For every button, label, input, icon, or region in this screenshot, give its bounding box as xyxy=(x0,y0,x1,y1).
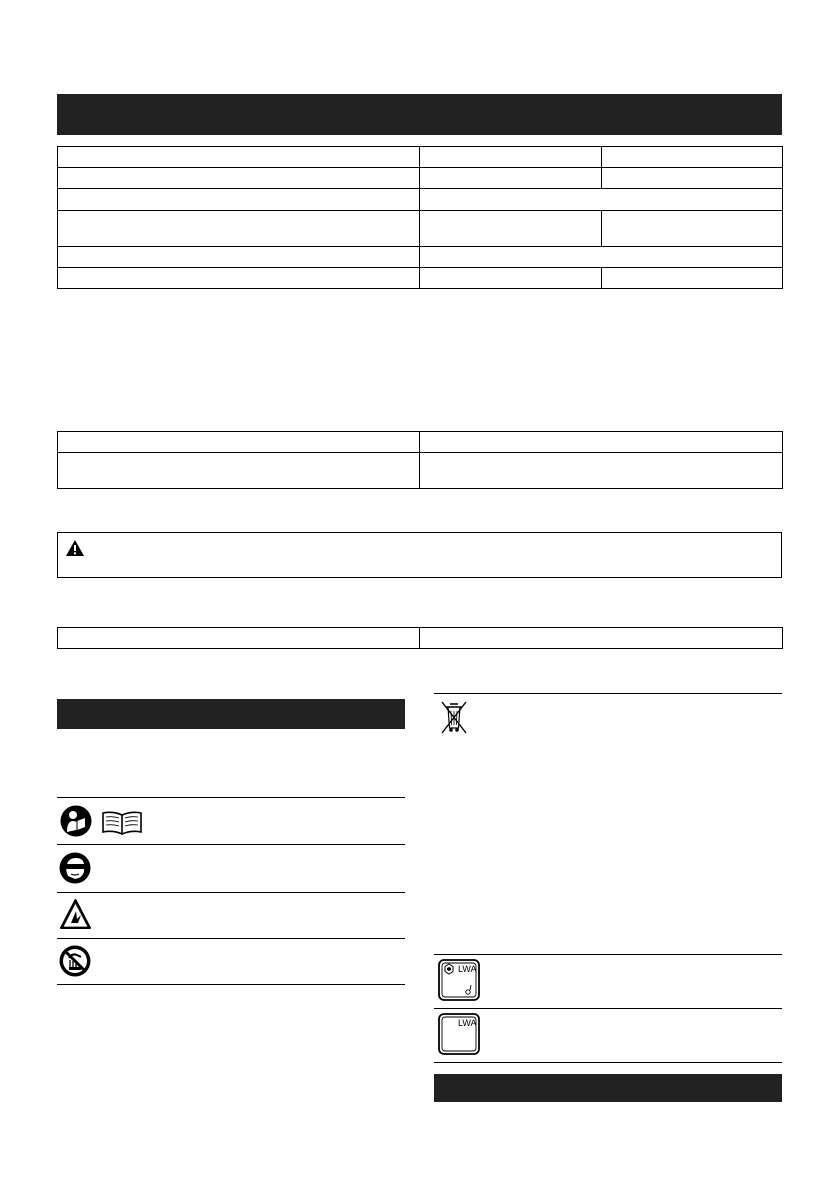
table-cell xyxy=(420,189,783,211)
table-cell xyxy=(420,247,783,268)
warning-box xyxy=(57,532,782,578)
table-cell xyxy=(602,211,783,247)
warning-triangle-icon xyxy=(65,539,85,557)
specifications-table xyxy=(57,146,783,289)
sound-power-label-icon xyxy=(438,1013,480,1055)
sharp-blade-warning-icon xyxy=(59,898,92,930)
table-cell xyxy=(602,168,783,189)
divider xyxy=(434,1008,782,1009)
manual-book-icon xyxy=(101,811,143,835)
divider xyxy=(57,797,405,798)
guaranteed-sound-power-label-icon xyxy=(438,959,480,1001)
symbols-section-header-bar xyxy=(57,699,405,729)
table-cell xyxy=(58,268,420,289)
table-cell xyxy=(58,453,420,489)
table-cell xyxy=(420,147,602,168)
crossed-out-wheeled-bin-icon xyxy=(440,700,468,735)
table-cell xyxy=(420,628,783,649)
no-wet-conditions-icon xyxy=(59,945,91,977)
table-cell xyxy=(58,628,420,649)
divider xyxy=(57,984,405,985)
read-manual-icon xyxy=(60,805,92,837)
table-cell xyxy=(58,147,420,168)
lwa-label: LWA xyxy=(458,1018,477,1028)
table-cell xyxy=(602,147,783,168)
lwa-label: LWA xyxy=(458,964,477,974)
divider xyxy=(434,1062,782,1063)
divider xyxy=(434,693,782,694)
specifications-header-bar xyxy=(57,94,782,135)
table-row xyxy=(58,247,783,268)
divider xyxy=(57,844,405,845)
table-cell xyxy=(602,268,783,289)
divider xyxy=(434,954,782,955)
table-cell xyxy=(420,432,783,453)
table-row xyxy=(58,211,783,247)
table-row xyxy=(58,168,783,189)
right-section-header-bar xyxy=(434,1074,782,1102)
table-row xyxy=(58,189,783,211)
table-row xyxy=(58,147,783,168)
table-cell xyxy=(58,247,420,268)
table-cell xyxy=(420,268,602,289)
table-cell xyxy=(58,211,420,247)
table-row xyxy=(58,268,783,289)
table-cell xyxy=(420,453,783,489)
divider xyxy=(57,892,405,893)
table-row xyxy=(58,453,783,489)
table-row xyxy=(58,628,783,649)
safety-glasses-icon xyxy=(59,852,91,884)
noise-table xyxy=(57,431,783,489)
vibration-table xyxy=(57,627,783,649)
table-row xyxy=(58,432,783,453)
table-cell xyxy=(58,168,420,189)
table-cell xyxy=(420,211,602,247)
table-cell xyxy=(58,432,420,453)
table-cell xyxy=(420,168,602,189)
table-cell xyxy=(58,189,420,211)
divider xyxy=(57,938,405,939)
